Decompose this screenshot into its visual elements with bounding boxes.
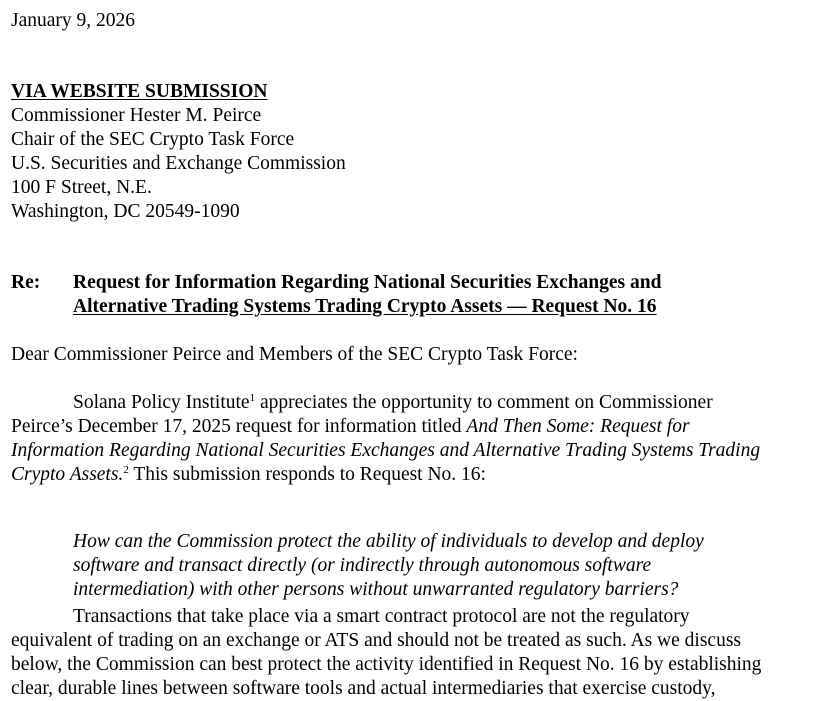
footnote-ref-1[interactable]: 1 xyxy=(249,392,256,404)
para1-line2-text: Peirce’s December 17, 2025 request for information titled xyxy=(11,416,467,437)
salutation: Dear Commissioner Peirce and Members of the SEC Crypto Task Force: xyxy=(11,344,578,365)
footnote-ref-2[interactable]: 2 xyxy=(123,464,129,476)
letter-date: January 9, 2026 xyxy=(11,10,136,31)
quote-line-3: intermediation) with other persons without unwarranted regulatory barriers? xyxy=(73,578,679,600)
re-label: Re: xyxy=(11,272,41,293)
recipient-name: Commissioner Hester M. Peirce xyxy=(11,105,262,126)
re-subject-line-2: Alternative Trading Systems Trading Crypto Assets — Request No. 16 xyxy=(73,296,657,317)
recipient-city: Washington, DC 20549-1090 xyxy=(11,201,240,222)
delivery-method: VIA WEBSITE SUBMISSION xyxy=(11,81,268,102)
para1-line2 xyxy=(11,415,690,439)
para2-line1: Transactions that take place via a smart contract protocol are not the regulatory xyxy=(73,606,690,627)
recipient-organization: U.S. Securities and Exchange Commission xyxy=(11,153,346,174)
re-subject-line-1: Request for Information Regarding National Securities Exchanges and xyxy=(73,272,662,293)
para1-line1-rest: appreciates the opportunity to comment on Commissioner xyxy=(255,392,713,413)
para1-line4-rest: This submission responds to Request No. 16: xyxy=(128,464,486,485)
para2-line4: clear, durable lines between software tools and actual intermediaries that exercise custody, xyxy=(11,678,716,699)
rfi-title-part3: Crypto Assets. xyxy=(11,464,124,485)
para2-line2: equivalent of trading on an exchange or ATS and should not be treated as such. As we discuss xyxy=(11,630,742,651)
org-name: Solana Policy Institute xyxy=(73,392,250,413)
recipient-street: 100 F Street, N.E. xyxy=(11,177,152,198)
quote-line-1: How can the Commission protect the ability of individuals to develop and deploy xyxy=(73,530,704,552)
para1-line1 xyxy=(73,391,713,415)
recipient-title: Chair of the SEC Crypto Task Force xyxy=(11,129,295,150)
rfi-title-part2: Information Regarding National Securities Exchanges and Alternative Trading Systems Trading xyxy=(11,440,761,461)
quote-line-2: software and transact directly (or indirectly through autonomous software xyxy=(73,554,652,576)
rfi-title-part1: And Then Some: Request for xyxy=(466,416,690,437)
para2-line3: below, the Commission can best protect the activity identified in Request No. 16 by establishing xyxy=(11,654,762,675)
para1-line4 xyxy=(11,463,486,487)
